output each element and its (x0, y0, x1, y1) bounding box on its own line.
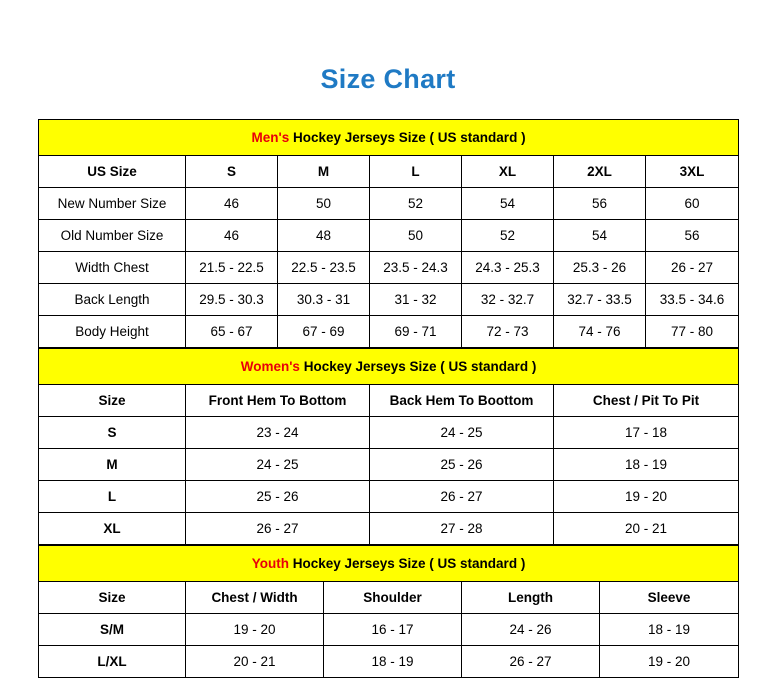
row-cell: 69 - 71 (370, 316, 462, 348)
table-row (39, 220, 739, 252)
table-banner-row (39, 349, 739, 385)
table-header-row (39, 156, 739, 188)
row-cell: 32 - 32.7 (462, 284, 554, 316)
row-cell: 19 - 20 (600, 646, 739, 678)
row-cell: 54 (462, 188, 554, 220)
row-cell: 24.3 - 25.3 (462, 252, 554, 284)
row-label: M (39, 449, 186, 481)
row-label: XL (39, 513, 186, 545)
row-cell: 54 (554, 220, 646, 252)
row-cell: 50 (370, 220, 462, 252)
youth-header-cell: Shoulder (324, 582, 462, 614)
row-cell: 25.3 - 26 (554, 252, 646, 284)
row-cell: 19 - 20 (554, 481, 739, 513)
row-cell: 50 (278, 188, 370, 220)
table-banner-row (39, 120, 739, 156)
row-cell: 23.5 - 24.3 (370, 252, 462, 284)
row-cell: 26 - 27 (462, 646, 600, 678)
row-cell: 72 - 73 (462, 316, 554, 348)
row-label: S/M (39, 614, 186, 646)
row-cell: 18 - 19 (554, 449, 739, 481)
mens-header-cell: L (370, 156, 462, 188)
row-cell: 24 - 26 (462, 614, 600, 646)
table-header-row (39, 582, 739, 614)
row-cell: 33.5 - 34.6 (646, 284, 739, 316)
size-tables-container (38, 119, 738, 678)
womens-banner-accent: Women's (240, 359, 300, 374)
row-cell: 17 - 18 (554, 417, 739, 449)
row-label: New Number Size (39, 188, 186, 220)
youth-header-cell: Sleeve (600, 582, 739, 614)
row-cell: 25 - 26 (186, 481, 370, 513)
row-cell: 20 - 21 (186, 646, 324, 678)
table-row (39, 316, 739, 348)
youth-header-cell: Size (39, 582, 186, 614)
row-cell: 65 - 67 (186, 316, 278, 348)
table-row (39, 188, 739, 220)
row-cell: 74 - 76 (554, 316, 646, 348)
youth-header-cell: Chest / Width (186, 582, 324, 614)
row-cell: 26 - 27 (370, 481, 554, 513)
row-cell: 27 - 28 (370, 513, 554, 545)
womens-header-cell: Size (39, 385, 186, 417)
row-cell: 20 - 21 (554, 513, 739, 545)
row-label: L (39, 481, 186, 513)
row-cell: 31 - 32 (370, 284, 462, 316)
mens-header-cell: S (186, 156, 278, 188)
youth-banner-rest: Hockey Jerseys Size ( US standard ) (288, 556, 526, 571)
row-cell: 25 - 26 (370, 449, 554, 481)
table-header-row (39, 385, 739, 417)
mens-header-cell: US Size (39, 156, 186, 188)
row-label: Width Chest (39, 252, 186, 284)
mens-banner (39, 120, 739, 156)
row-cell: 30.3 - 31 (278, 284, 370, 316)
table-row (39, 417, 739, 449)
row-cell: 60 (646, 188, 739, 220)
youth-banner-accent: Youth (251, 556, 289, 571)
row-cell: 23 - 24 (186, 417, 370, 449)
row-cell: 26 - 27 (646, 252, 739, 284)
row-cell: 24 - 25 (370, 417, 554, 449)
row-cell: 67 - 69 (278, 316, 370, 348)
row-cell: 52 (462, 220, 554, 252)
row-cell: 19 - 20 (186, 614, 324, 646)
row-cell: 52 (370, 188, 462, 220)
page-title: Size Chart (320, 64, 456, 94)
row-cell: 46 (186, 188, 278, 220)
row-cell: 46 (186, 220, 278, 252)
table-row (39, 284, 739, 316)
womens-header-cell: Chest / Pit To Pit (554, 385, 739, 417)
mens-header-cell: 3XL (646, 156, 739, 188)
row-label: Back Length (39, 284, 186, 316)
youth-header-cell: Length (462, 582, 600, 614)
table-row (39, 646, 739, 678)
row-label: Old Number Size (39, 220, 186, 252)
row-label: Body Height (39, 316, 186, 348)
womens-header-cell: Front Hem To Bottom (186, 385, 370, 417)
mens-banner-rest: Hockey Jerseys Size ( US standard ) (289, 130, 526, 145)
row-cell: 22.5 - 23.5 (278, 252, 370, 284)
row-cell: 16 - 17 (324, 614, 462, 646)
row-cell: 21.5 - 22.5 (186, 252, 278, 284)
row-cell: 18 - 19 (324, 646, 462, 678)
row-cell: 18 - 19 (600, 614, 739, 646)
mens-header-cell: XL (462, 156, 554, 188)
table-row (39, 513, 739, 545)
mens-banner-accent: Men's (251, 130, 290, 145)
youth-banner (39, 546, 739, 582)
row-cell: 32.7 - 33.5 (554, 284, 646, 316)
row-cell: 56 (646, 220, 739, 252)
table-banner-row (39, 546, 739, 582)
row-cell: 48 (278, 220, 370, 252)
row-cell: 29.5 - 30.3 (186, 284, 278, 316)
row-cell: 56 (554, 188, 646, 220)
row-label: S (39, 417, 186, 449)
table-row (39, 449, 739, 481)
womens-banner-rest: Hockey Jerseys Size ( US standard ) (299, 359, 537, 374)
row-cell: 26 - 27 (186, 513, 370, 545)
row-cell: 77 - 80 (646, 316, 739, 348)
youth-size-table (38, 545, 739, 678)
table-row (39, 252, 739, 284)
table-row (39, 481, 739, 513)
womens-size-table (38, 348, 739, 545)
row-cell: 24 - 25 (186, 449, 370, 481)
mens-header-cell: M (278, 156, 370, 188)
table-row (39, 614, 739, 646)
row-label: L/XL (39, 646, 186, 678)
mens-header-cell: 2XL (554, 156, 646, 188)
womens-header-cell: Back Hem To Boottom (370, 385, 554, 417)
womens-banner (39, 349, 739, 385)
mens-size-table (38, 119, 739, 348)
